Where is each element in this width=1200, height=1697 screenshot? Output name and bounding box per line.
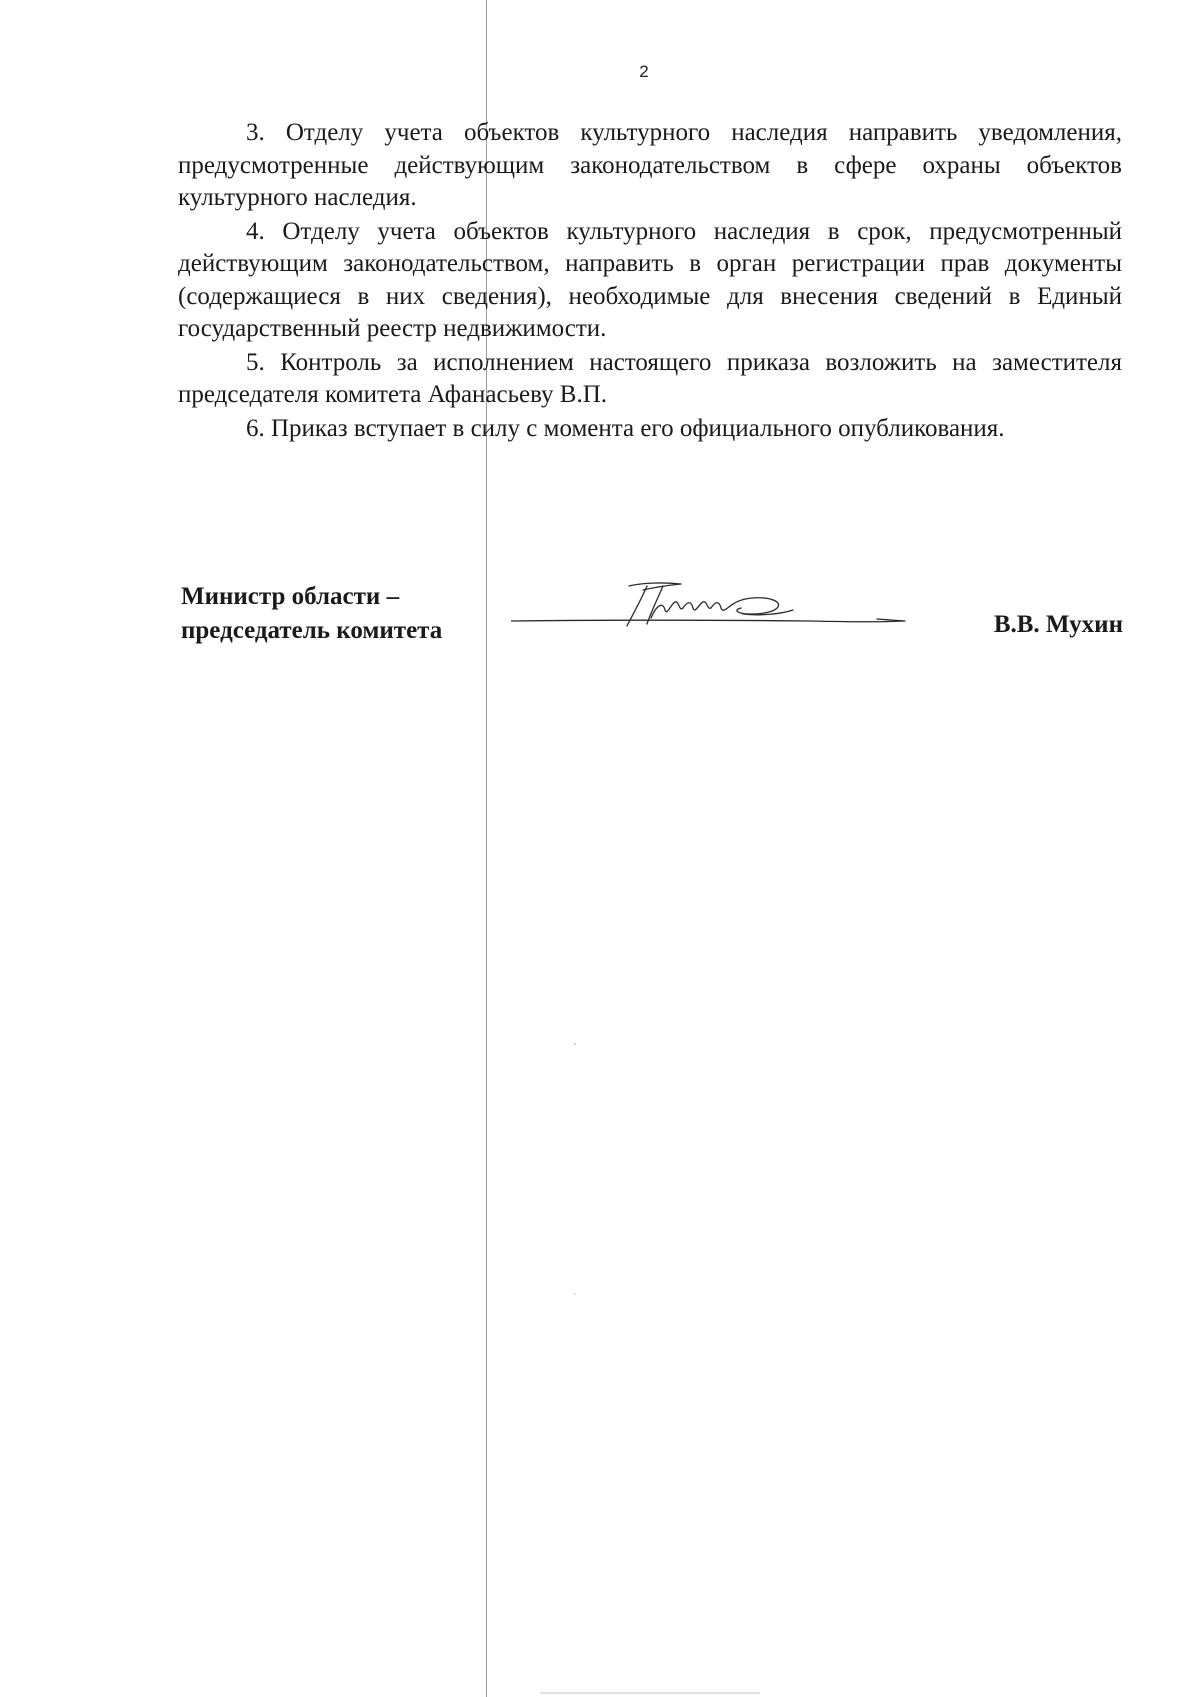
signer-title-line-2: председатель комитета	[181, 617, 443, 644]
paragraph-5: 5. Контроль за исполнением настоящего приказа возложить на заместителя председателя комитета Афанасьеву В.П.	[178, 348, 1122, 408]
signer-name: В.В. Мухин	[993, 611, 1123, 638]
page-number: 2	[639, 62, 649, 81]
paragraph-6: 6. Приказ вступает в силу с момента его официального опубликования.	[246, 414, 1005, 442]
paragraph-4: 4. Отделу учета объектов культурного наследия в срок, предусмотренный действующим законодательством, направить в орган регистрации прав документы (содержащиеся в них сведения), необходимые для внесения сведений в Единый государственный реестр недвижимости.	[178, 217, 1122, 342]
paragraph-3: 3. Отделу учета объектов культурного наследия направить уведомления, предусмотренные действующим законодательством в сфере охраны объектов культурного наследия.	[178, 119, 1122, 211]
signer-title-line-1: Министр области –	[181, 583, 400, 610]
